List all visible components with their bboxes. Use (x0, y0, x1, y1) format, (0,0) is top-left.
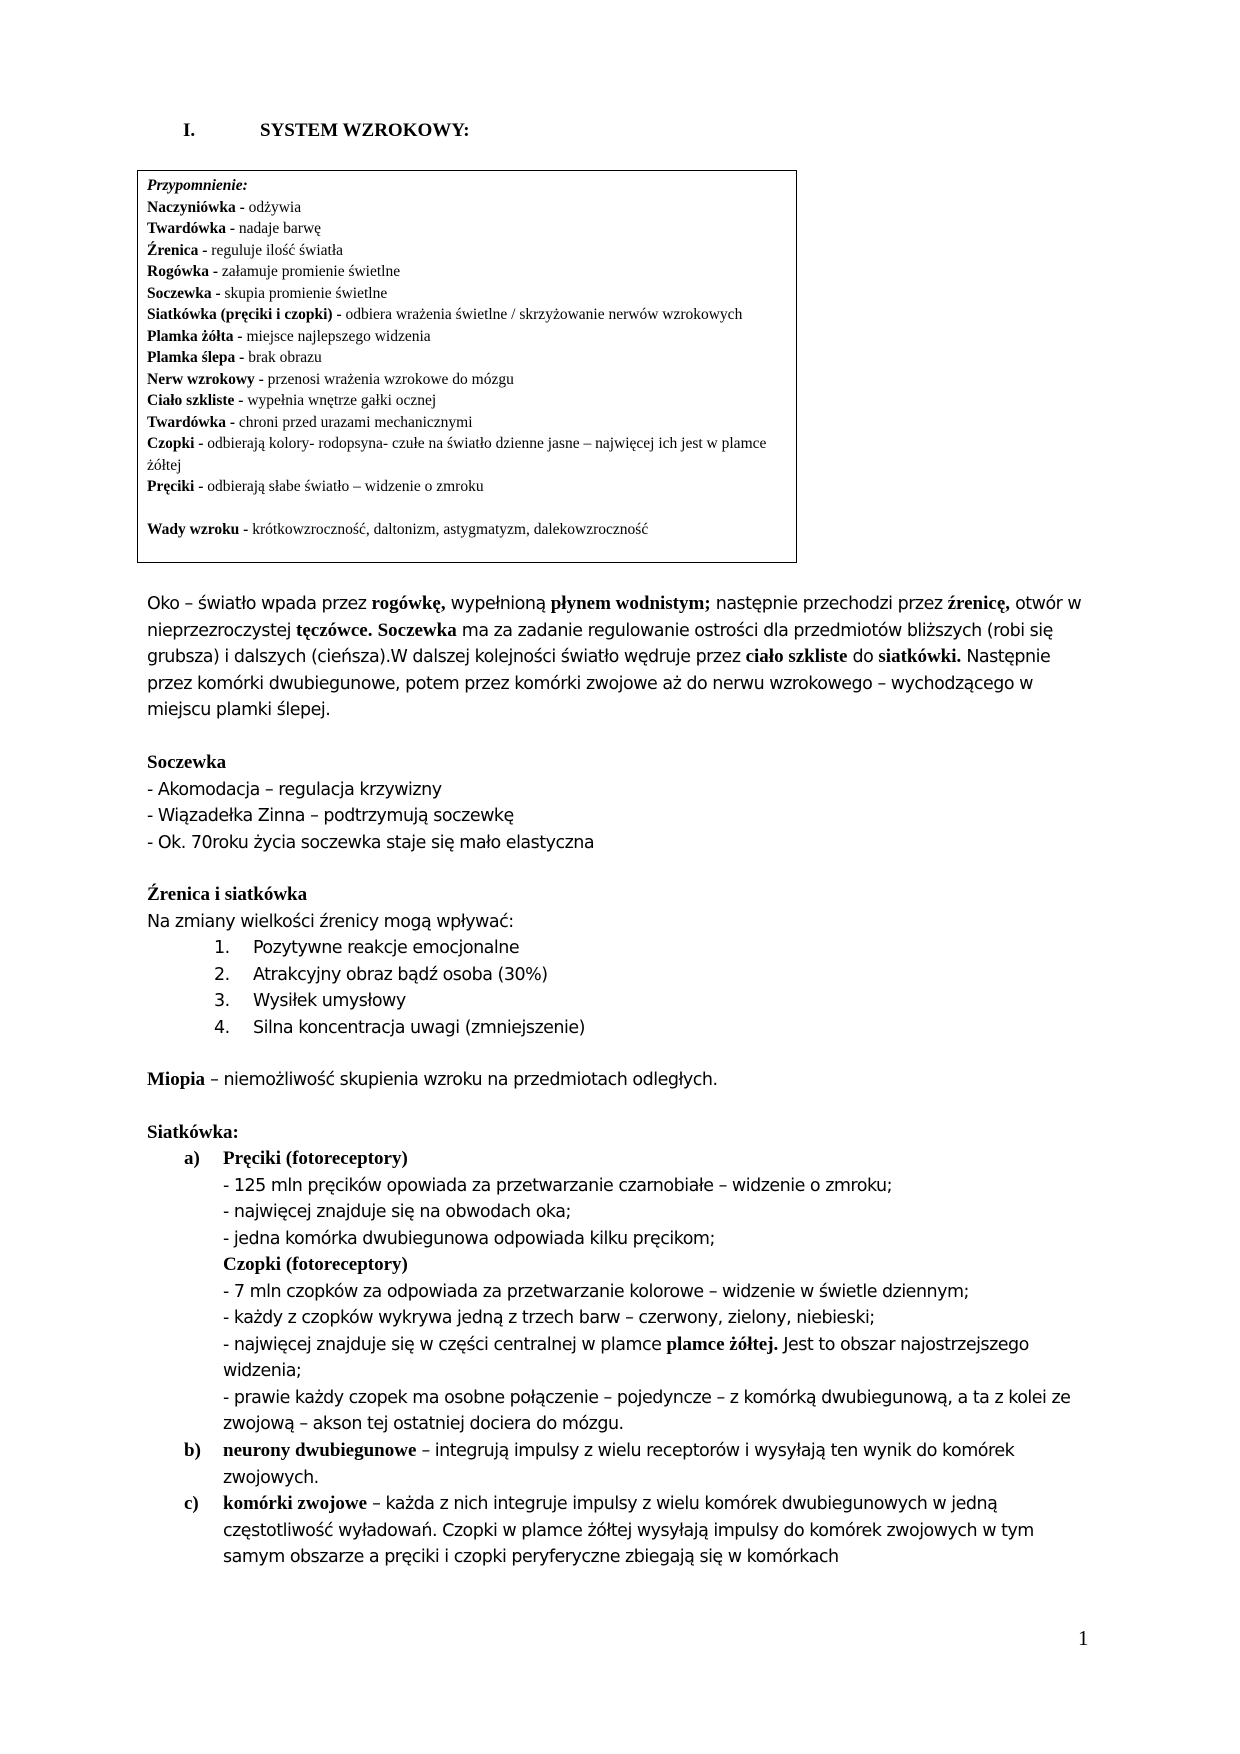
item-content: komórki zwojowe – każda z nich integruje impulsy z wielu komórek dwubiegunowych w jedną częstotliwość wyładowań. Czopki w plamce żółtej wysyłają impulsy do komórek zwojowych w tym samym obszarze a pręciki i czopki peryferyczne zbiegają się w komórkach (223, 1493, 1034, 1567)
reminder-row (147, 283, 790, 305)
list-item: - Akomodacja – regulacja krzywizny (147, 779, 442, 800)
reminder-row (147, 326, 790, 348)
term-desc: chroni przed urazami mechanicznymi (234, 413, 473, 431)
lens-section (147, 750, 1092, 856)
item-content: neurony dwubiegunowe – integrują impulsy z wielu receptorów i wysyłają ten wynik do komórek zwojowych. (223, 1440, 1015, 1488)
page-title (183, 120, 470, 142)
pupil-heading: Źrenica i siatkówka (147, 884, 308, 905)
retina-item-c (184, 1491, 1099, 1571)
term: Wady wzroku - (147, 521, 249, 538)
lens-heading: Soczewka (147, 752, 227, 773)
reminder-row (147, 347, 790, 369)
term: Plamka ślepa - (147, 349, 245, 366)
term-desc: odżywia (244, 198, 302, 216)
reminder-row (147, 261, 790, 283)
term: Rogówka - (147, 263, 219, 280)
term-desc: załamuje promienie świetlne (218, 263, 401, 280)
term-desc: przenosi wrażenia wzrokowe do mózgu (263, 370, 514, 388)
term-desc: miejsce najlepszego widzenia (242, 327, 431, 345)
list-item: - prawie każdy czopek ma osobne połączenie – pojedyncze – z komórką dwubiegunową, a ta z kolei ze zwojową – akson tej ostatniej dociera do mózgu. (223, 1387, 1071, 1434)
term: Twardówka - (147, 413, 235, 431)
term: Plamka żółta - (147, 327, 243, 345)
item-label: b) (184, 1440, 201, 1461)
reminder-row (147, 218, 790, 240)
retina-item-b (184, 1438, 1099, 1491)
reminder-row (147, 476, 790, 498)
intro-paragraph: Oko – światło wpada przez rogówkę, wypełnioną płynem wodnistym; następnie przechodzi przez źrenicę, otwór w nieprzezroczystej tęczówce. Soczewka ma za zadanie regulowanie ostrości dla przedmiotów bliższych (robi się grubsza) i dalszych (cieńsza).W dalszej kolejności światło wędruje przez ciało szkliste do siatkówki. Następnie przez komórki dwubiegunowe, potem przez komórki zwojowe aż do nerwu wzrokowego – wychodzącego w miejscu plamki ślepej. (147, 593, 1082, 720)
term: Nerw wzrokowy - (147, 370, 264, 388)
retina-heading: Siatkówka: (147, 1122, 239, 1143)
retina-item-a (184, 1146, 1099, 1438)
list-item: - 7 mln czopków za odpowiada za przetwarzanie kolorowe – widzenie w świetle dziennym; (223, 1281, 969, 1302)
item-label: a) (184, 1148, 200, 1169)
item-content (223, 1146, 1099, 1438)
list-item: 4. Silna koncentracja uwagi (zmniejszenie) (214, 1017, 585, 1038)
list-item: 1. Pozytywne reakcje emocjonalne (214, 938, 520, 958)
term-desc: nadaje barwę (234, 220, 322, 237)
list-item: - Ok. 70roku życia soczewka staje się mało elastyczna (147, 832, 595, 853)
reminder-defects (147, 519, 790, 541)
page-number: 1 (1078, 1626, 1089, 1650)
pupil-section (147, 882, 1092, 935)
section-title: SYSTEM WZROKOWY: (260, 120, 470, 141)
term: Twardówka - (147, 220, 235, 237)
term-desc: wypełnia wnętrze gałki ocznej (243, 392, 437, 409)
term: Ciało szkliste - (147, 392, 244, 409)
term-desc: krótkowzroczność, daltonizm, astygmatyzm, dalekowzroczność (248, 521, 649, 538)
term: Soczewka - (147, 284, 221, 302)
section-number: I. (183, 120, 196, 141)
term: Czopki - (147, 435, 204, 452)
cones-heading: Czopki (fotoreceptory) (223, 1254, 408, 1275)
term-desc: odbiera wrażenia świetlne / skrzyżowanie nerwów wzrokowych (341, 306, 743, 323)
reminder-row (147, 369, 790, 391)
term: Siatkówka (pręciki i czopki) - (147, 306, 342, 323)
reminder-row (147, 240, 790, 262)
term-desc: odbierają słabe światło – widzenie o zmroku (203, 478, 484, 495)
term: Pręciki - (147, 478, 204, 495)
list-item: - najwięcej znajduje się w części centralnej w plamce plamce żółtej. Jest to obszar najostrzejszego widzenia; (223, 1333, 1029, 1381)
list-item: - 125 mln pręcików opowiada za przetwarzanie czarnobiałe – widzenie o zmroku; (223, 1175, 893, 1196)
rods-heading: Pręciki (fotoreceptory) (223, 1148, 408, 1169)
reminder-row (147, 390, 790, 412)
myopia-paragraph: Miopia – niemożliwość skupienia wzroku na przedmiotach odległych. (147, 1069, 718, 1090)
reminder-row (147, 197, 790, 219)
pupil-list (214, 935, 1094, 1041)
spacer (147, 498, 790, 520)
reminder-row (147, 412, 790, 434)
reminder-row (147, 433, 790, 476)
list-item: - jedna komórka dwubiegunowa odpowiada kilku pręcikom; (223, 1228, 715, 1249)
list-item: - Wiązadełka Zinna – podtrzymują soczewkę (147, 806, 514, 826)
list-item: - każdy z czopków wykrywa jedną z trzech barw – czerwony, zielony, niebieski; (223, 1308, 875, 1328)
term-desc: skupia promienie świetlne (220, 284, 388, 302)
reminder-row (147, 304, 790, 326)
list-item: - najwięcej znajduje się na obwodach oka; (223, 1202, 571, 1222)
reminder-heading: Przypomnienie: (147, 177, 248, 194)
term: Naczyniówka - (147, 198, 245, 216)
pupil-intro: Na zmiany wielkości źrenicy mogą wpływać: (147, 911, 514, 932)
list-item: 2. Atrakcyjny obraz bądź osoba (30%) (214, 964, 548, 985)
term-desc: reguluje ilość światła (207, 241, 344, 259)
list-item: 3. Wysiłek umysłowy (214, 991, 406, 1011)
term-desc: odbierają kolory- rodopsyna- czułe na światło dzienne jasne – najwięcej ich jest w plamce żółtej (147, 435, 767, 474)
reminder-box (137, 170, 797, 563)
term: Źrenica - (147, 241, 208, 259)
term-desc: brak obrazu (244, 349, 322, 366)
item-label: c) (184, 1493, 199, 1514)
